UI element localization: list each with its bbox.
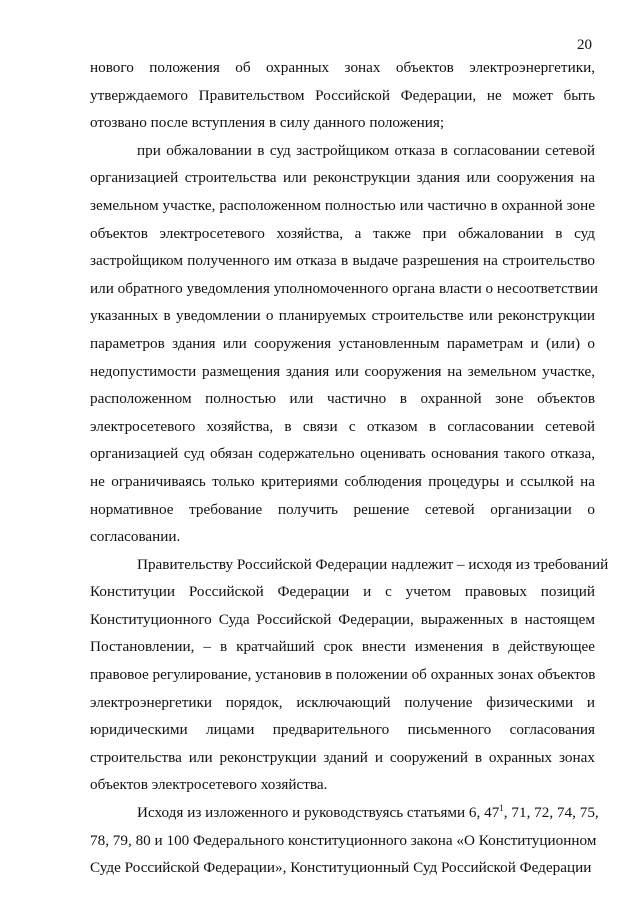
text-line: расположенном полностью или частично в охранной зоне объектов — [90, 390, 595, 408]
text-line: Правительству Российской Федерации надлежит – исходя из требований — [137, 555, 609, 573]
text-line: электросетевого хозяйства, в связи с отказом в согласовании сетевой — [90, 417, 595, 435]
text-line: объектов электросетевого хозяйства, а также при обжаловании в суд — [90, 224, 595, 242]
text-line: организацией суд обязан содержательно оценивать основания такого отказа, — [90, 445, 595, 463]
text-line: недопустимости размещения здания или сооружения на земельном участке, — [90, 362, 595, 380]
page-number: 20 — [577, 37, 592, 53]
text-line: отозвано после вступления в силу данного положения; — [90, 114, 445, 132]
text-line: не ограничиваясь только критериями соблюдения процедуры и ссылкой на — [90, 472, 595, 490]
text-line: указанных в уведомлении о планируемых строительстве или реконструкции — [90, 307, 595, 325]
text-line: Конституции Российской Федерации и с учетом правовых позиций — [90, 583, 595, 601]
document-body — [90, 54, 609, 882]
text-line: земельном участке, расположенном полностью или частично в охранной зоне — [90, 196, 595, 214]
text-line: Постановлении, – в кратчайший срок внести изменения в действующее — [90, 638, 595, 656]
text-line: застройщиком полученного им отказа в выдаче разрешения на строительство — [90, 252, 595, 270]
text-line: строительства или реконструкции зданий и сооружений в охранных зонах — [90, 748, 595, 766]
text-line: нового положения об охранных зонах объектов электроэнергетики, — [90, 59, 595, 76]
text-line: Конституционного Суда Российской Федерации, выраженных в настоящем — [90, 610, 595, 628]
text-line: согласовании. — [90, 528, 181, 546]
text-line: нормативное требование получить решение сетевой организации о — [90, 500, 595, 518]
text-line: при обжаловании в суд застройщиком отказа в согласовании сетевой — [137, 141, 595, 159]
text-line: Суде Российской Федерации», Конституционный Суд Российской Федерации — [90, 859, 592, 877]
text-line: или обратного уведомления уполномоченного органа власти о несоответствии — [90, 279, 598, 297]
text-fragment: Исходя из изложенного и руководствуясь статьями 6, 47 — [137, 804, 500, 822]
text-line: утверждаемого Правительством Российской Федерации, не может быть — [90, 86, 595, 104]
text-line: правовое регулирование, установив в положении об охранных зонах объектов — [90, 666, 596, 684]
text-line: юридическими лицами предварительного письменного согласования — [90, 721, 595, 739]
text-fragment: , 71, 72, 74, 75, — [503, 804, 599, 822]
text-line: объектов электросетевого хозяйства. — [90, 776, 328, 794]
text-line: организацией строительства или реконструкции здания или сооружения на — [90, 169, 595, 187]
text-line: 78, 79, 80 и 100 Федерального конституционного закона «О Конституционном — [90, 831, 597, 849]
text-line: параметров здания или сооружения установленным параметрам и (или) о — [90, 334, 595, 352]
text-line: электроэнергетики порядок, исключающий получение физическими и — [90, 693, 595, 711]
text-line-with-superscript — [90, 799, 599, 827]
superscript: 1 — [499, 802, 504, 813]
